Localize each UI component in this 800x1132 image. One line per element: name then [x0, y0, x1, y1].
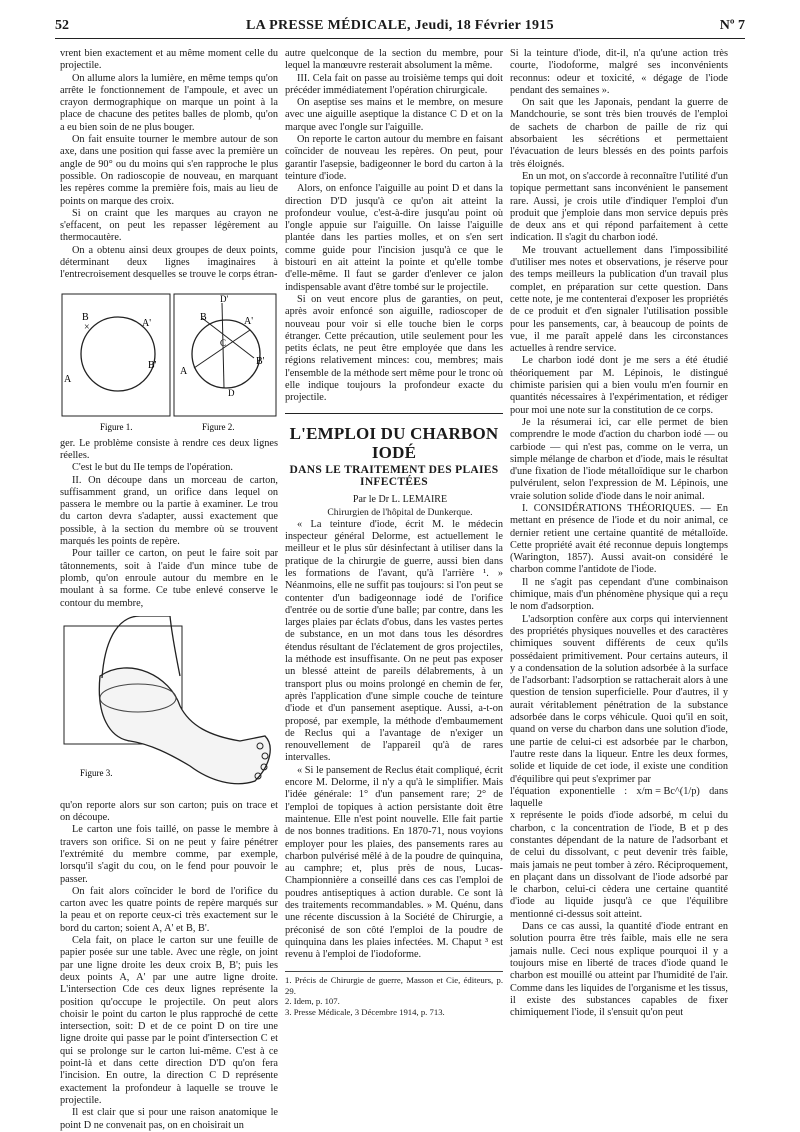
page-header: [55, 16, 745, 39]
paragraph: « Si le pansement de Reclus était compliqué, écrit encore M. Delorme, il n'y a qu'à le simplifier. Mais l'idée générale: 1° d'un pansement rare; 2° de l'emploi de topiques à action persistante doit être maintenue. Elle n'est point nouvelle. Elle fait partie de nos bonnes traditions. En 1870-71, nous voyions employer pour les plaies, des pansements rares au charbon pulvérisé mêlé à de la poudre de quinquina, au camphre; et, plus près de nous, Lucas-Championnière a conseillé dans ces cas l'emploi de poudres antiseptiques à action durable. Ce sont là des traitements recommandables. » M. Quénu, dans une récente discussion à la Société de Chirurgie, a préconisé de son côté l'emploi de la poudre de quinquina dans les plaies infectées. M. Chaput ³ est revenu à l'emploi de l'iodoforme.: [285, 764, 503, 961]
fig-label: D: [228, 387, 235, 398]
paragraph: Si on veut encore plus de garanties, on peut, après avoir enfoncé son aiguille, radioscoper de nouveau pour voir si elle touche bien le corps étranger. Cette précaution, utile seulement pour les petits éclats, ne peut être employée que dans les régions relativement minces: cou, membres; mais l'ensemble de la méthode sert même pour le tronc où elle indique toujours la profondeur exacte du projectile.: [285, 293, 503, 404]
paragraph: On fait alors coïncider le bord de l'orifice du carton avec les quatre points de repère marqués sur la peau et on reporte ceux-ci très exactement sur le bord du carton; soient A, A' et B, B'.: [60, 885, 278, 934]
figures-1-2: [60, 288, 278, 436]
paragraph: II. On découpe dans un morceau de carton, suffisamment grand, un orifice dans lequel on passera le membre ou la partie à examiner. Le trou du carton devra s'adapter, aussi exactement que possible, à la section du membre où se trouvent marqués les points de repère.: [60, 474, 278, 548]
paragraph: III. Cela fait on passe au troisième temps qui doit précéder immédiatement l'opération chirurgicale.: [285, 72, 503, 96]
paragraph: autre quelconque de la section du membre, pour lequel la manœuvre resterait absolument la même.: [285, 48, 503, 72]
paragraph: On fait ensuite tourner le membre autour de son axe, dans une position qui fasse avec la première un angle de 90° ou du moins qui s'en rapproche le plus possible. On radioscopie de nouveau, en marquant les repères comme la première fois, mais au lieu de points on marque des croix.: [60, 134, 278, 207]
paragraph: Pour tailler ce carton, on peut le faire soit par tâtonnements, soit à l'aide d'un mince tube de plomb, qu'on enroule autour du membre en le moulant à sa forme. Ce tube enlevé conserve le contour du membre,: [60, 548, 278, 609]
paragraph: Il ne s'agit pas cependant d'une combinaison chimique, mais d'un phénomène physique qui a reçu le nom d'adsorption.: [510, 576, 728, 613]
paragraph: L'adsorption confère aux corps qui interviennent des propriétés physiques nouvelles et des caractères chimiques souvent différents de ceux qu'ils possédaient primitivement. Pour certains auteurs, il y a condensation de la solution adsorbée à la surface de l'adsorbant: l'adsorption se rattacherait alors à une question de tension superficielle. Pour d'autres, il y aurait véritablement pénétration de la substance adsorbée dans le corps véhicule. Quoi qu'il en soit, quand on verse du charbon dans une solution d'iode, une partie de celui-ci est adsorbée par le charbon, l'autre reste dans la liqueur. Entre les deux formes, solide et liquide de cet iode, il existe une condition d'équilibre qui peut s'exprimer par: [510, 613, 728, 785]
footnote: 2. Idem, p. 107.: [285, 996, 340, 1007]
article-affiliation: Chirurgien de l'hôpital de Dunkerque.: [327, 506, 473, 518]
page-number: 52: [55, 18, 69, 33]
fig-label: D': [220, 293, 229, 304]
figure-2-caption: Figure 2.: [202, 421, 235, 432]
paragraph: Cela fait, on place le carton sur une feuille de papier posée sur une table. Avec une règle, on joint par une ligne droite les deux croix B, B'; puis les deux points A, A' par une autre ligne droite. L'intersection Cde ces deux lignes représente la position qu'occupe le projectile. On peut alors choisir le point du carton le plus rapproché de cette intersection, soit: D et de ce point D on tire une ligne droite qui passe par le point d'intersection C et qui se prolonge sur le carton lui-même. C'est à ce point-là et dans cette direction D'D qu'on fera l'incision. En outre, la direction C D représente exactement la profondeur à laquelle se trouve le projectile.: [60, 935, 278, 1106]
svg-text:×: ×: [84, 321, 90, 333]
paragraph: « La teinture d'iode, écrit M. le médecin inspecteur général Delorme, est actuellement le meilleur et le plus sûr désinfectant à utiliser dans la pratique de la chirurgie de guerre, aussi bien dans les formations de l'avant, qu'à l'arrière ¹. » Néanmoins, elle ne suffit pas toujours: si l'on peut se contenter d'un badigeonnage iodé de l'orifice d'entrée ou de sortie d'une balle; par contre, dans les larges plaies par éclats d'obus, dans les vastes pertes de substance, en un mot dans tous les désordres étendus résultant de l'éclatement de gros projectiles, la méthode est insuffisante. On ne peut pas exposer un blessé atteint de pareils délabrements, à un transport plus ou moins prolongé en chemin de fer, après l'application d'une simple couche de teinture d'iode et d'un pansement aseptique. Aussi, a-t-on proposé, par exemple, la méthode d'embaumement de Reclus qui a l'avantage de n'exiger un renouvellement de l'appareil qu'à de rares intervalles.: [285, 518, 503, 764]
footnotes: [285, 971, 503, 1017]
equation-intro: l'équation exponentielle :: [510, 785, 628, 797]
fig-label: B': [256, 355, 265, 367]
footnote: 1. Précis de Chirurgie de guerre, Masson et Cie, éditeurs, p. 29.: [285, 975, 503, 996]
figure-3: [60, 616, 278, 794]
paragraph: Je la résumerai ici, car elle permet de bien comprendre le mode d'action du charbon iodé — ou carbiode — qui n'est pas, comme on le verra, un simple mélange de charbon et d'iode, mais le résultat d'une fixation de l'iode métalloïdique sur le charbon pulvérulent, selon l'expression de M. Lépinois, une vraie solution solide d'iode dans le noir animal.: [510, 416, 728, 502]
footnote: 3. Presse Médicale, 3 Décembre 1914, p. 713.: [285, 1006, 445, 1017]
paragraph: Il est clair que si pour une raison anatomique le point D ne convenait pas, on en choisirait un: [60, 1107, 278, 1131]
divider: [285, 413, 503, 414]
column-1: [60, 48, 278, 1132]
paragraph: qu'on reporte alors sur son carton; puis on trace et on découpe.: [60, 799, 278, 824]
paragraph: Alors, on enfonce l'aiguille au point D et dans la direction D'D jusqu'à ce qu'on ait atteint la profondeur voulue, c'est-à-dire jusqu'au point où l'ongle appuie sur l'aiguille. On laisse l'aiguille plantée dans les parties molles, et on s'en sert comme guide pour l'incision jusqu'à ce que le bistouri en ait atteint la pointe et qu'elle tombe d'elle-même. Il faut se garder d'enlever ce jalon indispensable avant d'être tombé sur le projectile.: [285, 183, 503, 293]
article-title: L'EMPLOI DU CHARBON IODÉ: [289, 423, 499, 462]
paragraph: On sait que les Japonais, pendant la guerre de Mandchourie, se sont très bien trouvés de l'emploi de sachets de charbon de paille de riz qui absorbaient les sécrétions et permettaient l'évacuation de leurs blessés en des points parfois très éloignés.: [510, 97, 728, 170]
paragraph: I. CONSIDÉRATIONS THÉORIQUES. — En mettant en présence de l'iode et du noir animal, ce dernier retient une certaine quantité de métalloïde. Cette propriété avait été reconnue depuis longtemps (Warington, 1857). Aussi avait-on considéré le charbon comme l'antidote de l'iode.: [510, 502, 728, 576]
fig-label: C: [220, 337, 227, 348]
column-3: [510, 48, 728, 1019]
leg-illustration: [60, 616, 278, 794]
paragraph: On a obtenu ainsi deux groupes de deux points, déterminant deux lignes imaginaires à l'entrecroisement desquelles se trouve le corps étran-: [60, 244, 278, 281]
paragraph: On aseptise ses mains et le membre, on mesure avec une aiguille aseptique la distance C D et on la marque avec l'ongle sur l'aiguille.: [285, 97, 503, 133]
paragraph: x représente le poids d'iode adsorbé, m celui du charbon, c la concentration de l'iode, B et p des constantes dépendant de la nature de l'adsorbant et de celui du dissolvant, c peut devenir très faible, mais jamais ne peut tomber à zéro. Réciproquement, en plaçant dans un dissolvant de l'iode adsorbé par le charbon, celui-ci cèdera une certaine quantité d'iode au liquide jusqu'à ce que l'équilibre mentionné ci-dessus soit atteint.: [510, 810, 728, 920]
paragraph: En un mot, on s'accorde à reconnaître l'utilité d'un topique permettant sans inconvénient le pansement rare. Aussi, je crois utile d'indiquer l'emploi d'un produit que j'emploie dans mon service depuis près de deux ans et qui répond parfaitement à cette indication. Il s'agit du charbon iodé.: [510, 170, 729, 244]
paragraph: C'est le but du IIe temps de l'opération.: [72, 462, 233, 474]
paragraph: vrent bien exactement et au même moment celle du projectile.: [60, 48, 278, 72]
article-author: Par le Dr L. LEMAIRE: [352, 494, 448, 506]
issue-number: Nº 7: [719, 18, 745, 33]
paragraph: Le carton une fois taillé, on passe le membre à travers son orifice. Si on ne peut y faire pénétrer l'extrémité du membre comme, par exemple, lorsqu'il s'agit du cou, on le fend pour pouvoir le passer.: [60, 824, 278, 885]
equation-line: [510, 786, 728, 811]
paragraph: Si la teinture d'iode, dit-il, n'a qu'une action très courte, l'iodoforme, malgré ses inconvénients reconnus: odeur et toxicité, « dégage de l'iode pendant des semaines ».: [510, 48, 728, 96]
paragraph: Le charbon iodé dont je me sers a été étudié théoriquement par M. Lépinois, le distingué chimiste parisien qui a bien voulu m'en fournir en quantités nécessaires à l'expérimentation, et rédiger pour moi une note sur la constitution de ce corps.: [510, 355, 728, 416]
paragraph: ger. Le problème consiste à rendre ces deux lignes réelles.: [60, 437, 278, 461]
paragraph: On allume alors la lumière, en même temps qu'on arrête le fonctionnement de l'ampoule, et avec un crayon dermographique on marque un point à la place de chacune des petites balles de plomb, qu'on a eu bien soin de ne plus bouger.: [60, 72, 278, 133]
paragraph: Si on craint que les marques au crayon ne s'effacent, on peut les repasser légèrement au thermocautère.: [60, 207, 278, 244]
figures-1-2-drawing: [60, 288, 278, 436]
fig-label: A: [180, 365, 188, 377]
fig-label: A: [64, 373, 72, 385]
figure-3-caption: Figure 3.: [80, 767, 113, 778]
article-subtitle: DANS LE TRAITEMENT DES PLAIES INFECTÉES: [289, 463, 499, 488]
fig-label: A': [244, 315, 254, 327]
fig-label: B': [148, 359, 157, 371]
paragraph: Me trouvant actuellement dans l'impossibilité d'utiliser mes notes et observations, je réserve pour des temps meilleurs la publication d'un travail plus complet, en préparation sur cette question. Dans cette note, je me contenterai d'exposer les propriétés de ce produit et d'en signaler l'utilisation possible pour les pansements, car, à beaucoup de points de vue, il me paraît appelé dans les circonstances actuelles à rendre service.: [510, 244, 728, 355]
paragraph: On reporte le carton autour du membre en faisant coïncider de nouveau les repères. On peut, pour garantir l'asepsie, badigeonner le bord du carton à la teinture d'iode.: [285, 134, 503, 182]
fig-label: B: [200, 311, 207, 323]
column-2: [285, 48, 503, 1017]
fig-label: A': [142, 317, 152, 329]
equation: x/m = Bc^(1/p): [636, 785, 700, 797]
leg-outline: [99, 668, 270, 784]
figure-1-caption: Figure 1.: [100, 421, 133, 432]
journal-title: LA PRESSE MÉDICALE, Jeudi, 18 Février 1915: [246, 18, 554, 33]
paragraph: Dans ce cas aussi, la quantité d'iode entrant en solution pourra être très faible, mais elle ne sera jamais nulle. Ceci nous explique pourquoi il y a toujours mise en liberté de traces d'iode quand le charbon est mouillé ou atteint par l'humidité de l'air. Comme dans les liquides de l'organisme et les tissus, il existe des substances capables de fixer chimiquement l'iode, il s'ensuit qu'on peut: [510, 921, 728, 1019]
equation-after: dans laquelle: [510, 785, 728, 810]
fig-label: B: [82, 311, 89, 323]
